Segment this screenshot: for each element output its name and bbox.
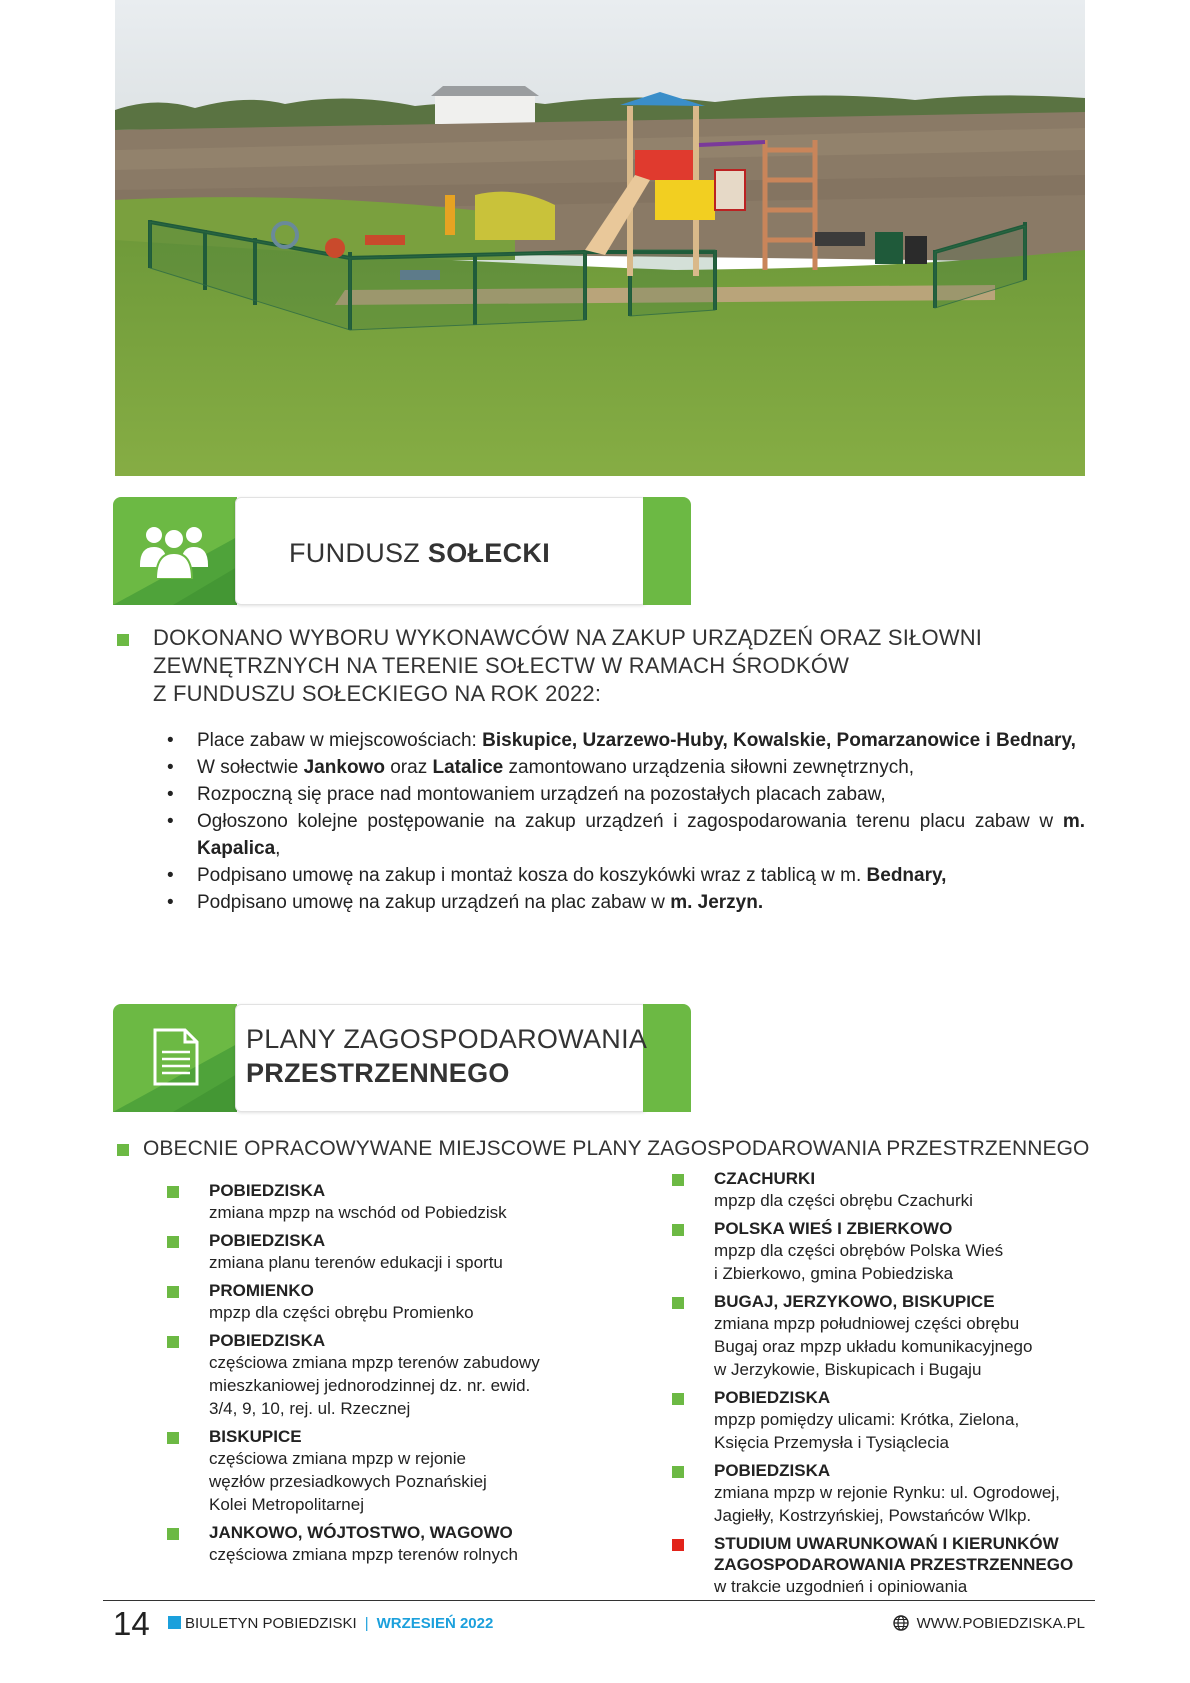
fundusz-list-item	[165, 754, 1085, 781]
plan-item	[167, 1426, 637, 1516]
plan-name: POBIEDZISKA	[714, 1461, 831, 1480]
footer-website[interactable]	[893, 1614, 1085, 1634]
plan-item	[167, 1522, 637, 1566]
issue-month: WRZESIEŃ 2022	[376, 1615, 494, 1632]
page-number: 14	[113, 1605, 150, 1642]
plan-description: mpzp dla części obrębu Promienko	[209, 1303, 474, 1322]
header-green-edge	[643, 497, 691, 605]
square-bullet-icon	[672, 1393, 684, 1405]
plan-name: JANKOWO, WÓJTOSTWO, WAGOWO	[209, 1523, 513, 1542]
square-bullet-icon	[672, 1539, 684, 1551]
plan-description: w trakcie uzgodnień i opiniowania	[714, 1577, 968, 1596]
bold-text: Latalice	[432, 757, 504, 778]
square-bullet-icon	[672, 1297, 684, 1309]
plan-name: STUDIUM UWARUNKOWAŃ I KIERUNKÓW ZAGOSPODAROWANIA PRZESTRZENNEGO	[714, 1534, 1074, 1574]
plan-item	[672, 1387, 1092, 1454]
plan-item	[167, 1180, 637, 1224]
fundusz-list-item	[165, 808, 1085, 862]
plans-left-column	[167, 1180, 637, 1572]
plan-item	[167, 1230, 637, 1274]
plan-name: POBIEDZISKA	[714, 1388, 831, 1407]
square-bullet-icon	[167, 1286, 179, 1298]
publication-name: BIULETYN POBIEDZISKI	[185, 1615, 357, 1632]
document-icon	[153, 1028, 199, 1091]
fundusz-lead	[117, 624, 1017, 708]
bold-text: Biskupice, Uzarzewo-Huby, Kowalskie, Pomarzanowice i Bednary,	[482, 730, 1076, 751]
text: Rozpoczną się prace nad montowaniem urządzeń na pozostałych placach zabaw,	[197, 784, 886, 805]
text: oraz	[384, 757, 433, 778]
plan-item	[672, 1218, 1092, 1285]
plan-name: CZACHURKI	[714, 1169, 816, 1188]
text: zamontowano urządzenia siłowni zewnętrznych,	[503, 757, 915, 778]
title-line2: PRZESTRZENNEGO	[246, 1058, 510, 1088]
section-title	[246, 1022, 647, 1090]
plan-description: mpzp pomiędzy ulicami: Krótka, Zielona, Księcia Przemysła i Tysiąclecia	[714, 1410, 1020, 1452]
plan-name: POLSKA WIEŚ I ZBIERKOWO	[714, 1219, 953, 1238]
square-bullet-icon	[167, 1236, 179, 1248]
plan-name: PROMIENKO	[209, 1281, 314, 1300]
plan-name: BISKUPICE	[209, 1427, 302, 1446]
square-bullet-icon	[672, 1224, 684, 1236]
plan-name: POBIEDZISKA	[209, 1181, 326, 1200]
plan-name: BUGAJ, JERZYKOWO, BISKUPICE	[714, 1292, 995, 1311]
section-title	[289, 536, 550, 570]
plan-description: zmiana mpzp w rejonie Rynku: ul. Ogrodowej, Jagiełły, Kostrzyńskiej, Powstańców Wlkp.	[714, 1483, 1060, 1525]
fundusz-list-item	[165, 889, 1085, 916]
square-bullet-icon	[672, 1174, 684, 1186]
lead-text: OBECNIE OPRACOWYWANE MIEJSCOWE PLANY ZAGOSPODAROWANIA PRZESTRZENNEGO	[143, 1137, 1090, 1160]
fundusz-items-list	[165, 727, 1085, 916]
footer-separator: |	[364, 1615, 369, 1632]
plan-description: częściowa zmiana mpzp terenów rolnych	[209, 1545, 518, 1564]
plan-description: zmiana planu terenów edukacji i sportu	[209, 1253, 503, 1272]
globe-icon	[893, 1615, 909, 1631]
plan-description: mpzp dla części obrębu Czachurki	[714, 1191, 973, 1210]
lead-line: DOKONANO WYBORU WYKONAWCÓW NA ZAKUP URZĄDZEŃ ORAZ SIŁOWNI	[153, 625, 983, 650]
people-group-icon	[140, 523, 208, 584]
plan-description: mpzp dla części obrębów Polska Wieś i Zbierkowo, gmina Pobiedziska	[714, 1241, 1004, 1283]
square-bullet-icon	[117, 1144, 129, 1156]
bold-text: Bednary,	[866, 865, 947, 886]
text: Podpisano umowę na zakup i montaż kosza do koszykówki wraz z tablicą w m.	[197, 865, 867, 886]
plans-right-column	[672, 1168, 1092, 1604]
square-bullet-icon	[167, 1528, 179, 1540]
footer-publication	[168, 1614, 493, 1634]
plan-name: POBIEDZISKA	[209, 1331, 326, 1350]
bold-text: Jankowo	[303, 757, 385, 778]
square-bullet-icon	[672, 1466, 684, 1478]
square-bullet-icon	[167, 1432, 179, 1444]
plan-description: częściowa zmiana mpzp terenów zabudowy mieszkaniowej jednorodzinnej dz. nr. ewid. 3/4, 9, 10, rej. ul. Rzecznej	[209, 1353, 540, 1418]
square-bullet-icon	[167, 1186, 179, 1198]
plan-item	[672, 1533, 1092, 1598]
square-bullet-icon	[167, 1336, 179, 1348]
plan-description: zmiana mpzp na wschód od Pobiedzisk	[209, 1203, 507, 1222]
fundusz-list-item	[165, 781, 1085, 808]
bold-text: m. Jerzyn.	[670, 892, 764, 913]
title-line1: PLANY ZAGOSPODAROWANIA	[246, 1024, 648, 1054]
title-bold: SOŁECKI	[427, 538, 551, 568]
fundusz-solecki-header	[113, 497, 691, 605]
plan-item	[672, 1291, 1092, 1381]
text: W sołectwie	[197, 757, 304, 778]
plan-item	[672, 1168, 1092, 1212]
plan-item	[167, 1280, 637, 1324]
plany-header	[113, 1004, 691, 1112]
website-url[interactable]: WWW.POBIEDZISKA.PL	[916, 1615, 1085, 1632]
text: Place zabaw w miejscowościach:	[197, 730, 483, 751]
plan-description: częściowa zmiana mpzp w rejonie węzłów przesiadkowych Poznańskiej Kolei Metropolitarnej	[209, 1449, 487, 1514]
plan-item	[672, 1460, 1092, 1527]
footer-divider	[103, 1600, 1095, 1601]
playground-photo	[115, 0, 1085, 476]
header-green-edge	[643, 1004, 691, 1112]
plan-name: POBIEDZISKA	[209, 1231, 326, 1250]
plany-lead	[117, 1136, 1097, 1162]
lead-line: ZEWNĘTRZNYCH NA TERENIE SOŁECTW W RAMACH ŚRODKÓW	[153, 653, 850, 678]
text: ,	[275, 838, 281, 859]
text: Ogłoszono kolejne postępowanie na zakup urządzeń i zagospodarowania terenu placu zabaw w	[197, 811, 1063, 832]
square-marker-icon	[168, 1616, 181, 1629]
plan-description: zmiana mpzp południowej części obrębu Bugaj oraz mpzp układu komunikacyjnego w Jerzykowie, Biskupicach i Bugaju	[714, 1314, 1033, 1379]
bold-text: m. Kapalica	[197, 811, 1085, 859]
plan-item	[167, 1330, 637, 1420]
fundusz-list-item	[165, 727, 1085, 754]
lead-line: Z FUNDUSZU SOŁECKIEGO NA ROK 2022:	[153, 681, 602, 706]
text: Podpisano umowę na zakup urządzeń na plac zabaw w	[197, 892, 671, 913]
fundusz-list-item	[165, 862, 1085, 889]
title-light: FUNDUSZ	[289, 538, 428, 568]
square-bullet-icon	[117, 634, 129, 646]
